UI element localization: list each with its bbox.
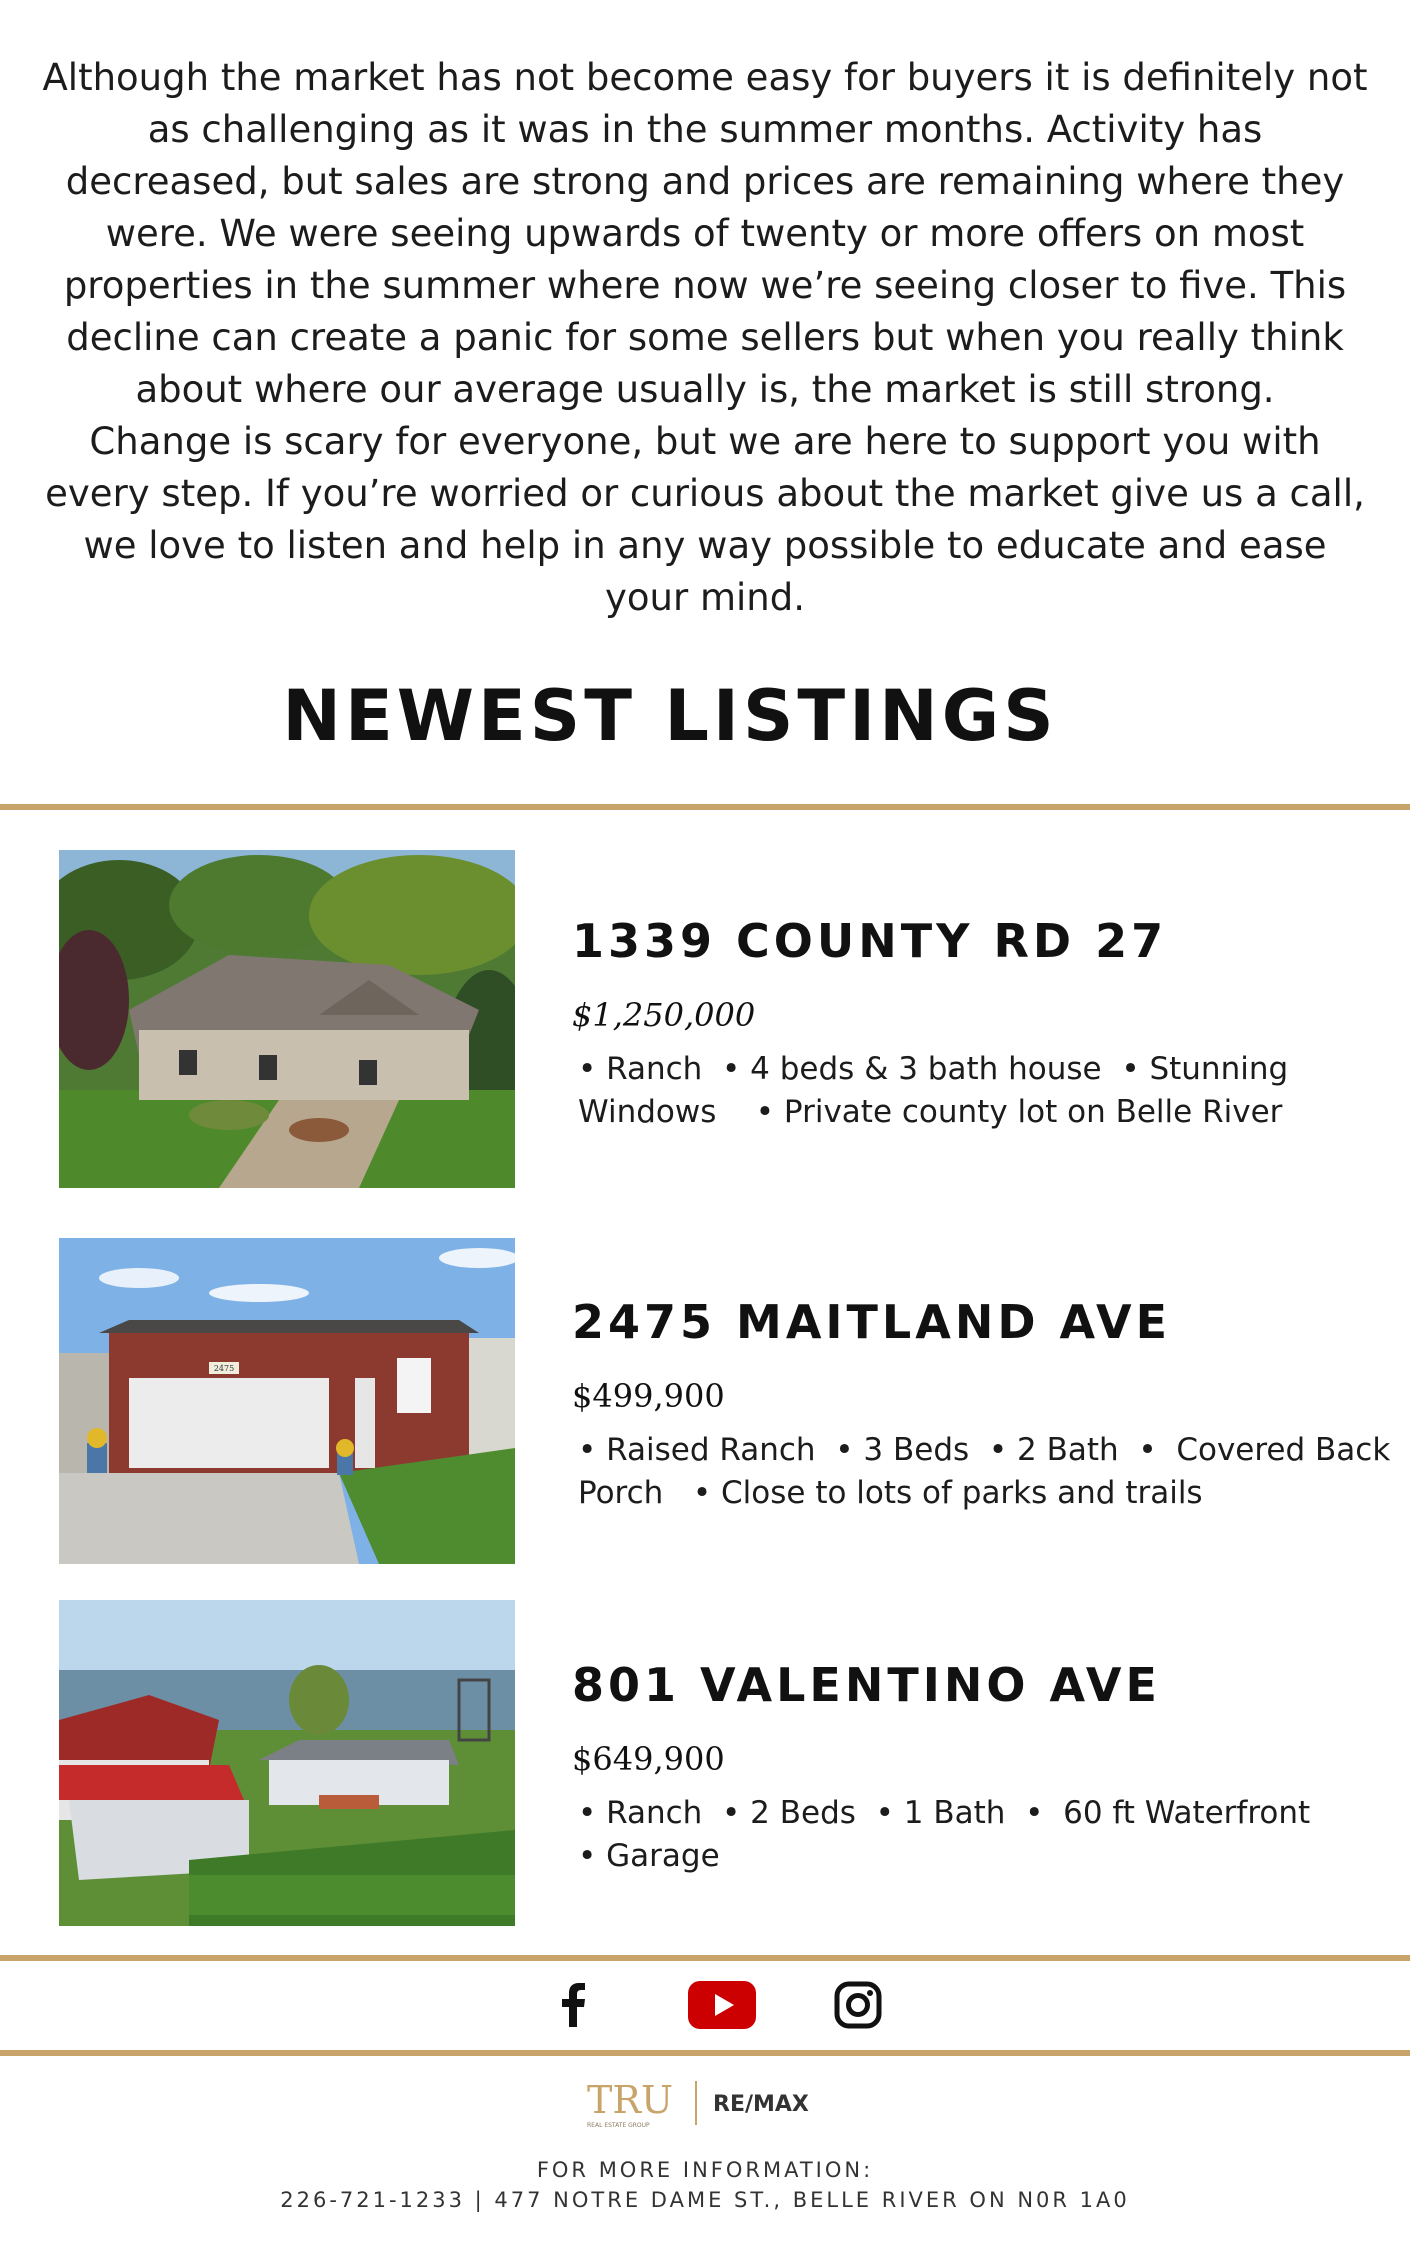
intro-paragraph-1: Although the market has not become easy for buyers it is definitely not as challenging as it was in the summer months. Activity has decreased, but sales are strong and prices are remaining where they were. We were seeing upwards of twenty or more offers on most properties in the summer where now we’re seeing closer to five. This decline can create a panic for some sellers but when you really think about where our average usually is, the market is still strong. xyxy=(42,56,1368,411)
house-photo-1 xyxy=(59,850,515,1188)
section-title: NEWEST LISTINGS xyxy=(282,675,1058,757)
listing-features xyxy=(578,1429,1391,1515)
listing-price: $649,900 xyxy=(572,1740,725,1778)
listing-address[interactable]: 2475 MAITLAND AVE xyxy=(572,1295,1172,1349)
intro-paragraph-2: Change is scary for everyone, but we are here to support you with every step. If you’re worried or curious about the market give us a call, we love to listen and help in any way possible to educate and ease your mind. xyxy=(45,420,1365,619)
listing-info xyxy=(572,914,1352,1134)
tru-logo-subtext: REAL ESTATE GROUP xyxy=(587,2122,650,2129)
listing-address[interactable]: 801 VALENTINO AVE xyxy=(572,1658,1161,1712)
instagram-icon[interactable] xyxy=(834,1981,882,2033)
listing-price: $499,900 xyxy=(572,1377,725,1415)
house-number-plaque: 2475 xyxy=(213,1364,235,1373)
listing-features xyxy=(578,1048,1352,1134)
listing-photo[interactable] xyxy=(59,850,515,1188)
youtube-icon[interactable] xyxy=(688,1981,756,2033)
house-photo-2 xyxy=(59,1238,515,1564)
listing-photo[interactable] xyxy=(59,1600,515,1926)
features-line: • Ranch • 2 Beds • 1 Bath • 60 ft Waterfront xyxy=(578,1795,1311,1831)
top-divider xyxy=(0,804,1410,810)
facebook-icon[interactable] xyxy=(560,1983,586,2031)
house-photo-3 xyxy=(59,1600,515,1926)
listing-photo[interactable] xyxy=(59,1238,515,1564)
social-divider-top xyxy=(0,1955,1410,1961)
listing-price: $1,250,000 xyxy=(572,996,756,1034)
features-line: Porch • Close to lots of parks and trails xyxy=(578,1475,1203,1511)
listing-address[interactable]: 1339 COUNTY RD 27 xyxy=(572,914,1168,968)
features-line: Windows • Private county lot on Belle River xyxy=(578,1094,1283,1130)
footer-heading: FOR MORE INFORMATION: xyxy=(536,2158,874,2182)
listing-info xyxy=(572,1658,1352,1878)
tru-remax-logo xyxy=(585,2075,825,2131)
features-line: • Raised Ranch • 3 Beds • 2 Bath • Covered Back xyxy=(578,1432,1391,1468)
features-line: • Garage xyxy=(578,1838,720,1874)
tru-logo-text: TRU xyxy=(587,2078,673,2122)
footer-contact: 226-721-1233 | 477 NOTRE DAME ST., BELLE RIVER ON N0R 1A0 xyxy=(280,2188,1130,2212)
intro-text xyxy=(40,52,1370,624)
social-bar xyxy=(0,1967,1410,2047)
listing-features xyxy=(578,1792,1352,1878)
features-line: • Ranch • 4 beds & 3 bath house • Stunning xyxy=(578,1051,1289,1087)
listing-info xyxy=(572,1295,1391,1515)
brand-logo xyxy=(585,2075,825,2131)
social-divider-bottom xyxy=(0,2050,1410,2056)
remax-logo-text: RE/MAX xyxy=(713,2092,809,2117)
